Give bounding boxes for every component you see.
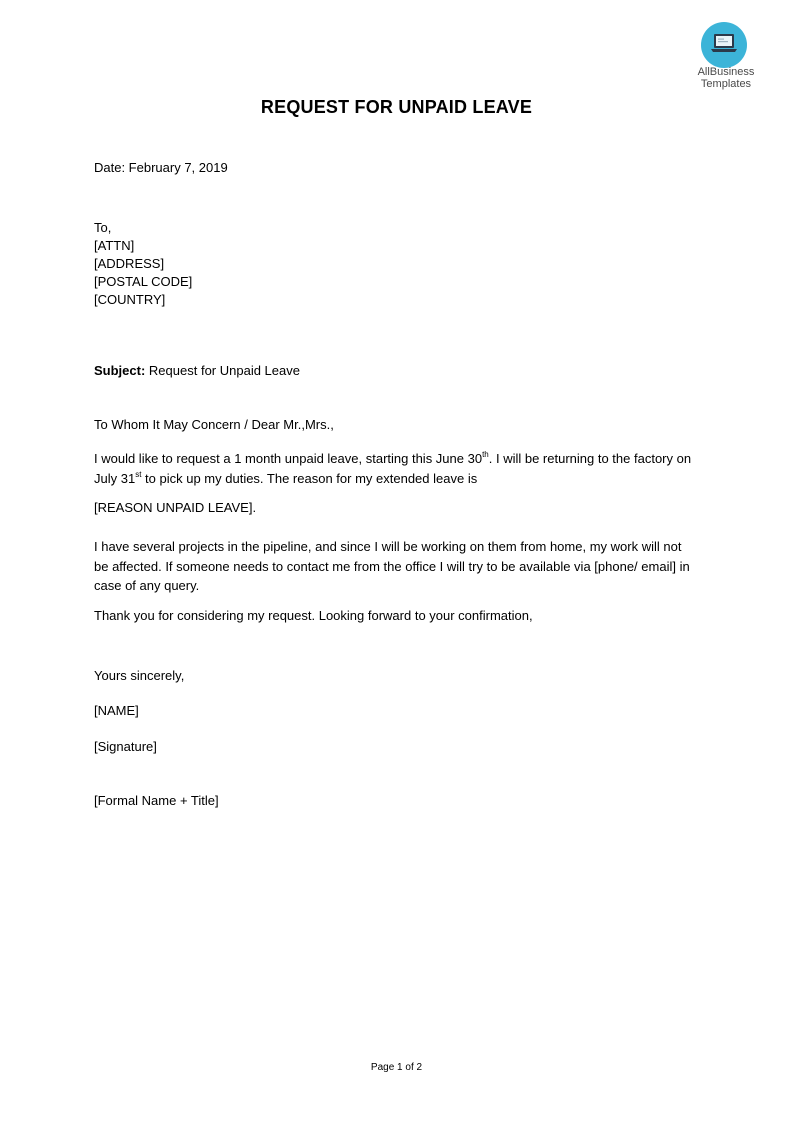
sender-signature: [Signature]: [94, 739, 157, 754]
subject-label: Subject:: [94, 363, 146, 378]
recipient-postal-code: [POSTAL CODE]: [94, 274, 193, 289]
body-p1-part3: to pick up my duties. The reason for my extended leave is: [141, 470, 478, 486]
leave-reason: [REASON UNPAID LEAVE].: [94, 500, 257, 515]
body-p1-part1: I would like to request a 1 month unpaid leave, starting this June 30: [94, 451, 483, 466]
subject-text: Request for Unpaid Leave: [148, 363, 300, 378]
body-p1-sup2: st: [135, 469, 142, 479]
body-paragraph-2: I have several projects in the pipeline, and since I will be working on them from home, my work will not be affected. If someone needs to contact me from the office I will try to be available via [phone/ email] in case of any query.: [94, 539, 690, 593]
brand-logo-line2: Templates: [700, 78, 752, 90]
brand-logo[interactable]: [690, 22, 762, 94]
recipient-address: [ADDRESS]: [94, 256, 165, 271]
body-paragraph-3: Thank you for considering my request. Looking forward to your confirmation,: [94, 608, 533, 623]
recipient-attn: [ATTN]: [94, 238, 135, 253]
subject-line: [94, 362, 300, 380]
sender-name: [NAME]: [94, 703, 139, 718]
page-number: Page 1 of 2: [370, 1062, 423, 1073]
laptop-icon: [701, 22, 747, 68]
recipient-to: To,: [94, 220, 112, 235]
body-paragraph-1: [94, 449, 694, 488]
sign-off: Yours sincerely,: [94, 668, 185, 683]
brand-logo-line1: AllBusiness: [697, 66, 755, 78]
letter-date: Date: February 7, 2019: [94, 160, 228, 175]
body-p1-sup1: th: [482, 450, 489, 459]
document-title: REQUEST FOR UNPAID LEAVE: [260, 97, 533, 117]
brand-logo-text: [690, 66, 762, 90]
recipient-country: [COUNTRY]: [94, 292, 166, 307]
sender-formal-name-title: [Formal Name + Title]: [94, 793, 219, 808]
salutation: To Whom It May Concern / Dear Mr.,Mrs.,: [94, 417, 334, 432]
body-p1-part2: . I will be returning to the factory on July 31: [94, 451, 692, 486]
